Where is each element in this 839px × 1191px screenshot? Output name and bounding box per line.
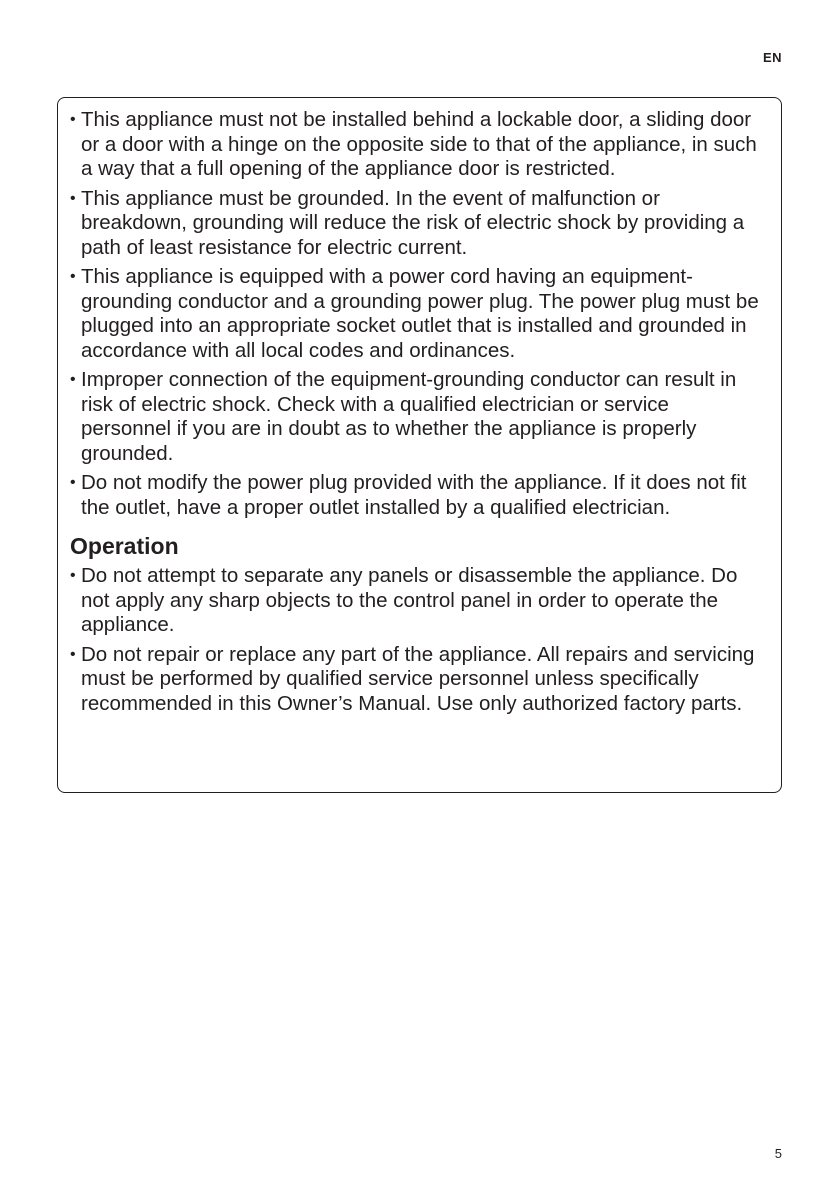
list-item — [70, 564, 761, 638]
bullet-icon: • — [70, 268, 76, 285]
list-item — [70, 471, 761, 520]
bullet-icon: • — [70, 111, 76, 128]
list-item-text: This appliance must not be installed behind a lockable door, a sliding door or a door with a hinge on the opposite side to that of the appliance, in such a way that a full opening of the appliance door is restricted. — [81, 108, 757, 180]
language-tag: EN — [762, 50, 782, 65]
bullet-icon: • — [70, 567, 76, 584]
list-item-text: This appliance must be grounded. In the event of malfunction or breakdown, grounding will reduce the risk of electric shock by providing a path of least resistance for electric current. — [81, 186, 745, 259]
operation-bullet-list — [70, 564, 761, 716]
list-item-text: Do not repair or replace any part of the appliance. All repairs and servicing must be performed by qualified service personnel unless specifically recommended in this Owner’s Manual. Use only authorized factory parts. — [81, 642, 755, 715]
list-item — [70, 187, 761, 261]
bullet-icon: • — [70, 371, 76, 388]
list-item — [70, 368, 761, 466]
page-number: 5 — [774, 1146, 782, 1161]
list-item — [70, 265, 761, 363]
list-item-text: Improper connection of the equipment-grounding conductor can result in risk of electric shock. Check with a qualified electrician or service personnel if you are in doubt as to whether the appliance is properly grounded. — [81, 368, 737, 465]
bullet-icon: • — [70, 474, 76, 491]
list-item-text: Do not attempt to separate any panels or disassemble the appliance. Do not apply any sharp objects to the control panel in order to operate the appliance. — [81, 564, 738, 636]
safety-instructions-box — [57, 97, 782, 793]
list-item-text: This appliance is equipped with a power cord having an equipment-grounding conductor and a grounding power plug. The power plug must be plugged into an appropriate socket outlet that is installed and grounded in accordance with all local codes and ordinances. — [81, 265, 759, 362]
bullet-icon: • — [70, 645, 76, 663]
list-item — [70, 108, 761, 182]
installation-bullet-list — [70, 108, 761, 520]
operation-heading: Operation — [70, 533, 179, 559]
bullet-icon: • — [70, 189, 76, 207]
list-item-text: Do not modify the power plug provided with the appliance. If it does not fit the outlet, have a proper outlet installed by a qualified electrician. — [81, 471, 747, 519]
list-item — [70, 643, 761, 717]
